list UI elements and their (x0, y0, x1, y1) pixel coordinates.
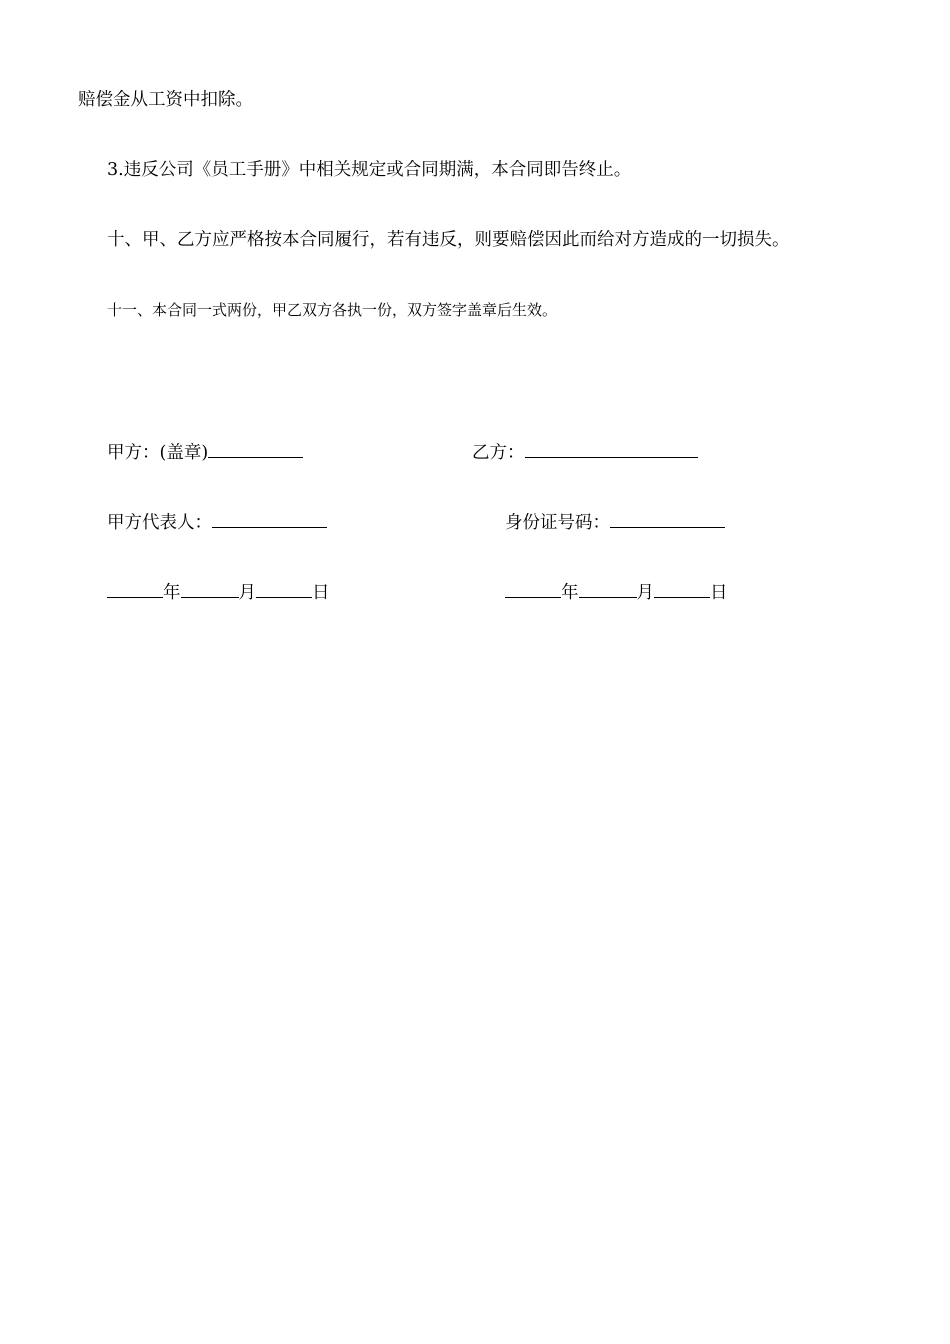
id-number-line (505, 509, 725, 534)
party-a-date-line (107, 579, 330, 604)
party-a-month-blank (181, 579, 239, 598)
party-a-month-label: 月 (238, 583, 256, 603)
party-b-day-label: 日 (710, 583, 728, 603)
party-a-year-label: 年 (163, 583, 181, 603)
paragraph-compensation-deduction: 赔偿金从工资中扣除。 (78, 90, 253, 110)
party-b-month-blank (579, 579, 637, 598)
party-a-seal-blank (208, 439, 303, 458)
party-b-year-blank (505, 579, 561, 598)
party-b-blank (525, 439, 698, 458)
party-b-line (472, 439, 698, 464)
party-a-day-label: 日 (312, 583, 330, 603)
party-a-rep-label: 甲方代表人： (107, 513, 212, 533)
party-b-date-line (505, 579, 728, 604)
party-b-label: 乙方： (472, 443, 525, 463)
paragraph-article-eleven: 十一、本合同一式两份，甲乙双方各执一份，双方签字盖章后生效。 (107, 301, 558, 319)
party-b-month-label: 月 (636, 583, 654, 603)
id-number-label: 身份证号码： (505, 513, 610, 533)
party-a-rep-line (107, 509, 327, 534)
paragraph-contract-termination: 3.违反公司《员工手册》中相关规定或合同期满，本合同即告终止。 (107, 160, 632, 180)
party-a-seal-line (107, 439, 303, 464)
party-b-year-label: 年 (561, 583, 579, 603)
paragraph-article-ten: 十、甲、乙方应严格按本合同履行，若有违反，则要赔偿因此而给对方造成的一切损失。 (107, 230, 790, 250)
party-b-day-blank (654, 579, 710, 598)
id-number-blank (610, 509, 725, 528)
party-a-day-blank (256, 579, 312, 598)
party-a-rep-blank (212, 509, 327, 528)
party-a-label: 甲方：(盖章) (107, 443, 209, 463)
party-a-year-blank (107, 579, 163, 598)
